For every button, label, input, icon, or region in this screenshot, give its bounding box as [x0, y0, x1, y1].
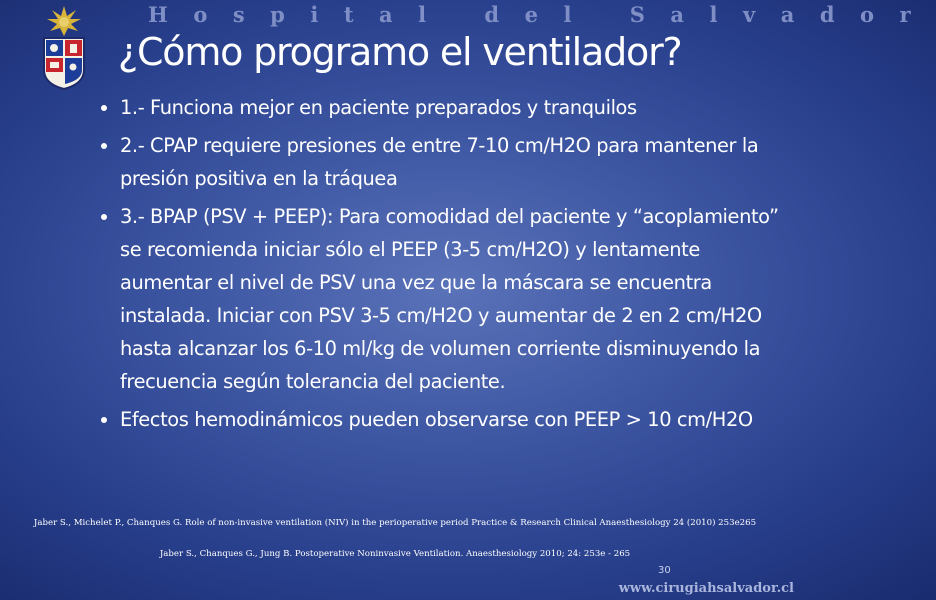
slide-title: ¿Cómo programo el ventilador? — [118, 30, 682, 74]
bullet-text: 2.- CPAP requiere presiones de entre 7-10 cm/H2O para mantener la presión positiva en la tráquea — [120, 134, 759, 190]
bullet-dot-icon — [101, 105, 107, 111]
bullet-item — [100, 200, 780, 398]
hospital-name: Hospital del Salvador — [148, 2, 936, 27]
university-shield-logo-icon — [36, 4, 92, 90]
bullet-item — [100, 91, 780, 124]
bullet-item — [100, 129, 780, 195]
bullet-dot-icon — [101, 214, 107, 220]
bullet-text: 3.- BPAP (PSV + PEEP): Para comodidad del paciente y “acoplamiento” se recomienda iniciar sólo el PEEP (3-5 cm/H2O) y lentamente aumentar el nivel de PSV una vez que la máscara se encuentra instalada. Iniciar con PSV 3-5 cm/H2O y aumentar de 2 en 2 cm/H2O hasta alcanzar los 6-10 ml/kg de volumen corriente disminuyendo la frecuencia según tolerancia del paciente. — [120, 205, 779, 393]
bullet-dot-icon — [101, 417, 107, 423]
bullet-text: 1.- Funciona mejor en paciente preparados y tranquilos — [120, 96, 637, 119]
bullet-item — [100, 403, 780, 436]
page-number: 30 — [658, 565, 671, 576]
reference-citation: Jaber S., Michelet P., Chanques G. Role of non-invasive ventilation (NIV) in the perioperative period Practice & Research Clinical Anaesthesiology 24 (2010) 253e265 — [33, 518, 757, 528]
website-url: www.cirugiahsalvador.cl — [618, 581, 794, 596]
bullet-list — [100, 91, 780, 441]
bullet-dot-icon — [101, 143, 107, 149]
reference-citation: Jaber S., Chanques G., Jung B. Postoperative Noninvasive Ventilation. Anaesthesiology 2010; 24: 253e - 265 — [159, 549, 631, 559]
bullet-text: Efectos hemodinámicos pueden observarse con PEEP > 10 cm/H2O — [120, 408, 753, 431]
